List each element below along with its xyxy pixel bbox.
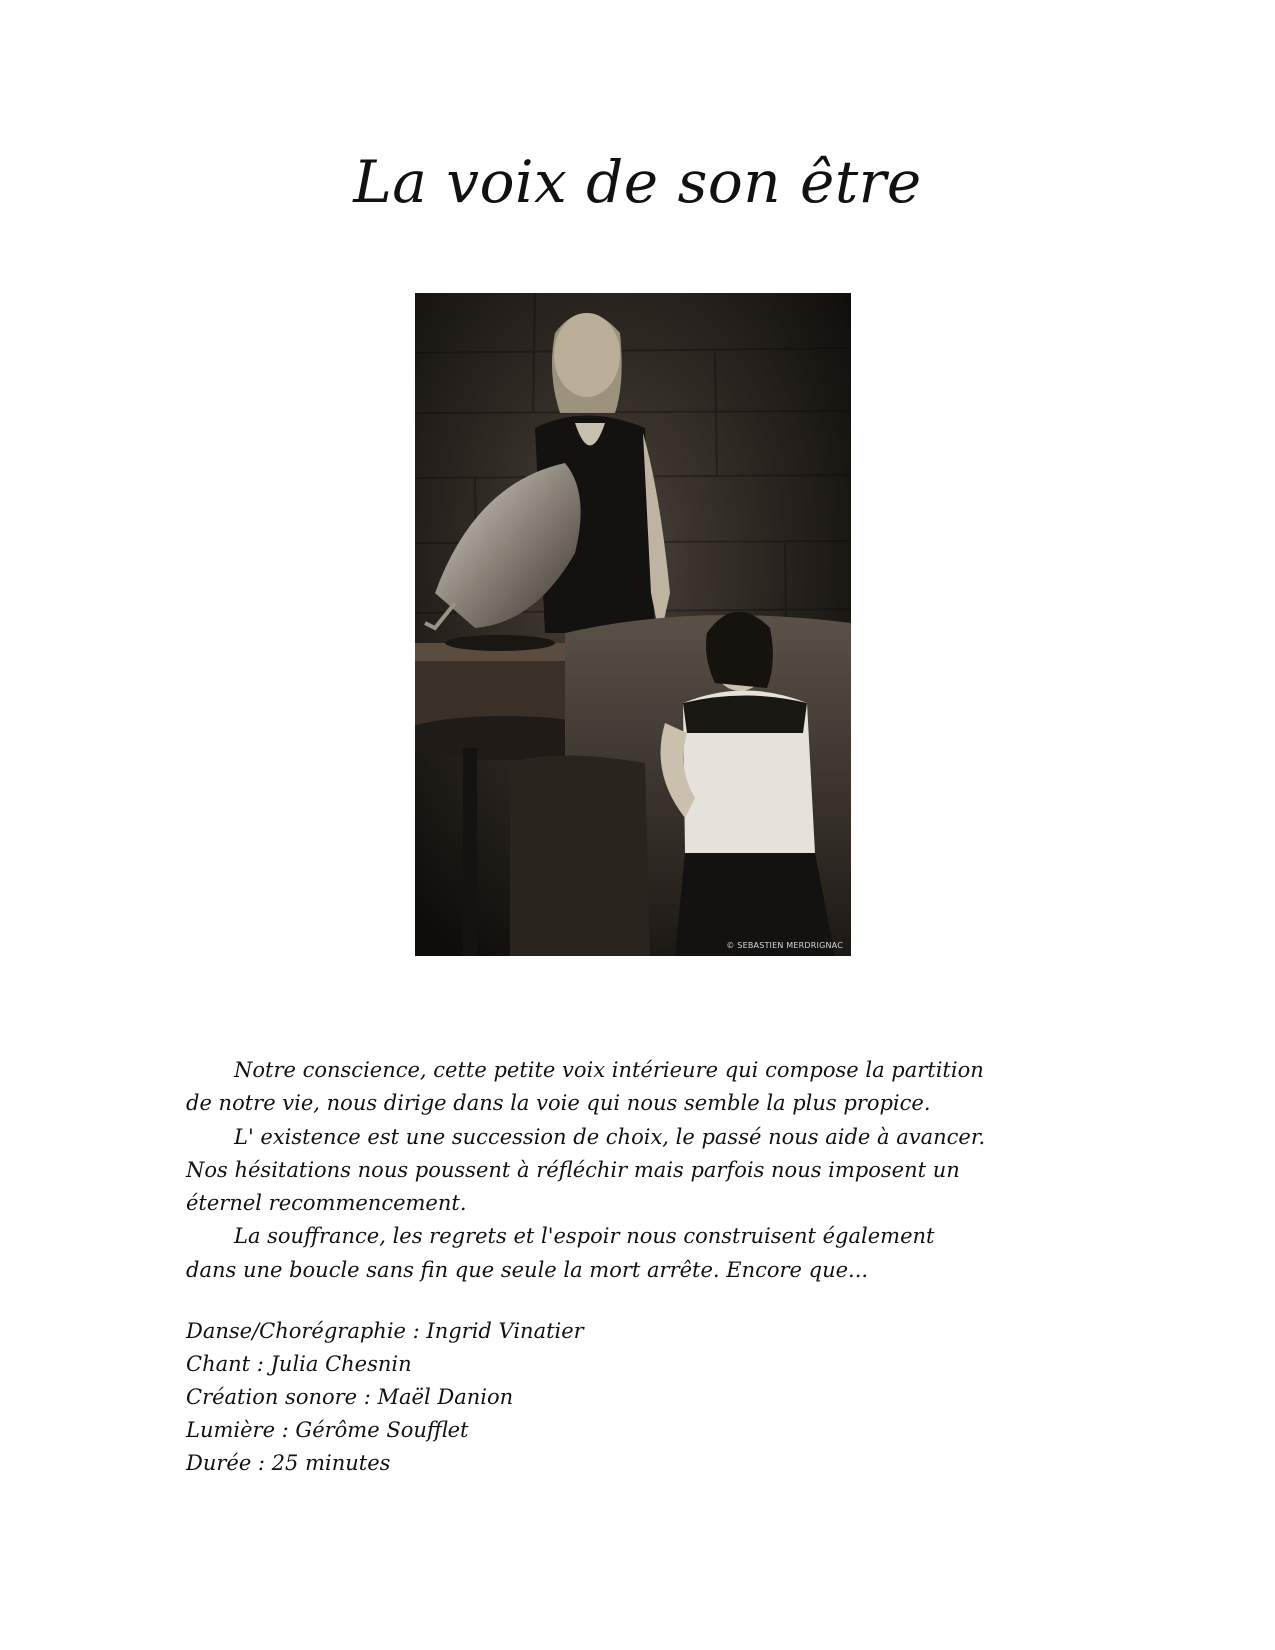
paragraph-line: Notre conscience, cette petite voix intérieure qui compose la partition xyxy=(234,1058,984,1082)
credit-duration: Durée : 25 minutes xyxy=(186,1451,391,1475)
description-text xyxy=(186,1054,1086,1287)
page-title: La voix de son être xyxy=(353,148,922,216)
paragraph-line: La souffrance, les regrets et l'espoir nous construisent également xyxy=(234,1224,935,1249)
credit-lighting: Lumière : Gérôme Soufflet xyxy=(186,1418,469,1442)
paragraph-line: L' existence est une succession de choix, le passé nous aide à avancer. xyxy=(234,1124,986,1149)
credits-list xyxy=(186,1315,886,1480)
credit-choreography: Danse/Chorégraphie : Ingrid Vinatier xyxy=(186,1319,584,1343)
photo-illustration xyxy=(415,293,851,956)
paragraph-line: dans une boucle sans fin que seule la mort arrête. Encore que... xyxy=(186,1257,869,1282)
photo-credit: © SEBASTIEN MERDRIGNAC xyxy=(726,941,843,950)
credit-sound: Création sonore : Maël Danion xyxy=(186,1385,514,1409)
paragraph-line: éternel recommencement. xyxy=(186,1191,467,1216)
paragraph-1 xyxy=(186,1054,1086,1121)
paragraph-2 xyxy=(186,1121,1086,1221)
paragraph-line: de notre vie, nous dirige dans la voie qui nous semble la plus propice. xyxy=(186,1091,931,1116)
credit-singing: Chant : Julia Chesnin xyxy=(186,1352,412,1376)
paragraph-line: Nos hésitations nous poussent à réfléchir mais parfois nous imposent un xyxy=(186,1157,960,1182)
paragraph-3 xyxy=(186,1220,1086,1287)
photo xyxy=(415,293,851,956)
